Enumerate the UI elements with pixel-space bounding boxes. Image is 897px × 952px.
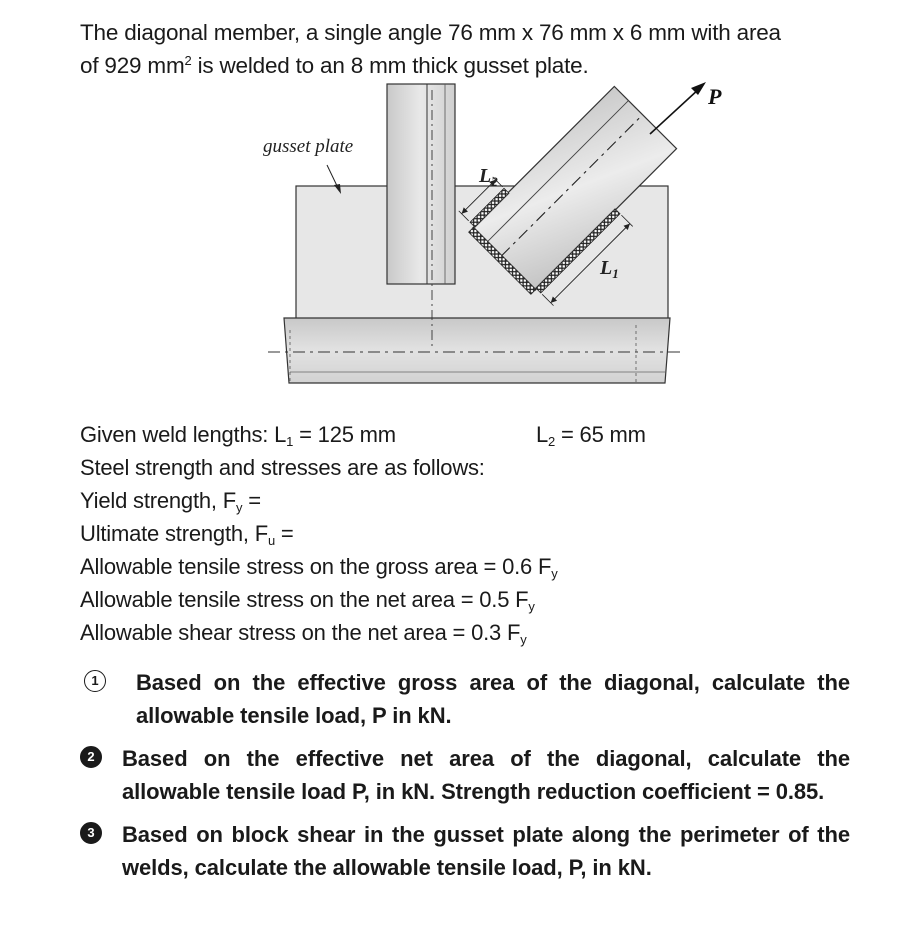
- question-3: [80, 818, 850, 884]
- force-arrow: [650, 82, 706, 134]
- gusset-connection-figure: [0, 0, 897, 420]
- question-2: [80, 742, 850, 808]
- l1-subscript: 1: [286, 434, 294, 449]
- net-area-stress-row: [80, 583, 840, 616]
- question-2-text: Based on the effective net area of the diagonal, calculate the allowable tensile load P, in kN. Strength reduction coefficient = 0.85.: [122, 746, 850, 804]
- yield-subscript: y: [235, 500, 243, 515]
- net-stress-label: Allowable tensile stress on the net area = 0.5 F: [80, 587, 529, 612]
- gusset-plate-label: gusset plate: [263, 136, 354, 157]
- shear-stress-label: Allowable shear stress on the net area = 0.3 F: [80, 620, 521, 645]
- l2-value-group: [536, 418, 646, 451]
- given-data: [80, 418, 840, 649]
- question-3-text: Based on block shear in the gusset plate along the perimeter of the welds, calculate the allowable tensile load, P, in kN.: [122, 822, 850, 880]
- question-2-number-badge: 2: [80, 746, 102, 768]
- steel-strength-row: Steel strength and stresses are as follows:: [80, 455, 485, 480]
- l2-symbol: L: [536, 422, 549, 447]
- gross-subscript: y: [551, 566, 558, 581]
- question-1-text: Based on the effective gross area of the diagonal, calculate the allowable tensile load, P in kN.: [136, 670, 850, 728]
- l2-subscript: 2: [548, 434, 556, 449]
- intro-gusset-text: is welded to an 8 mm thick gusset plate.: [191, 53, 589, 78]
- l2-label: $L_2$: [479, 165, 498, 189]
- shear-subscript: y: [520, 632, 527, 647]
- question-1-number-badge: 1: [84, 670, 106, 692]
- l2-value: = 65 mm: [555, 422, 646, 447]
- intro-area-text: of 929 mm: [80, 53, 185, 78]
- ultimate-strength-row: [80, 517, 840, 550]
- l1-value: = 125 mm: [293, 422, 396, 447]
- force-label: P: [708, 84, 722, 109]
- ultimate-equals: =: [274, 521, 294, 546]
- question-3-number-badge: 3: [80, 822, 102, 844]
- weld-lengths-row: [80, 418, 840, 451]
- gross-stress-label: Allowable tensile stress on the gross area = 0.6 F: [80, 554, 552, 579]
- bottom-chord: [268, 318, 684, 383]
- yield-equals: =: [242, 488, 261, 513]
- net-subscript: y: [528, 599, 535, 614]
- yield-label: Yield strength, F: [80, 488, 236, 513]
- gross-area-stress-row: [80, 550, 840, 583]
- l1-label: $L_1$: [600, 257, 619, 281]
- ultimate-label: Ultimate strength, F: [80, 521, 268, 546]
- intro-area-exponent: 2: [184, 53, 192, 68]
- question-list: [80, 666, 850, 884]
- shear-stress-row: [80, 616, 840, 649]
- weld-lengths-label: Given weld lengths: L: [80, 422, 287, 447]
- question-1: [80, 666, 850, 732]
- ultimate-subscript: u: [267, 533, 275, 548]
- intro-line-1: The diagonal member, a single angle 76 mm x 76 mm x 6 mm with area: [80, 20, 781, 45]
- yield-strength-row: [80, 484, 840, 517]
